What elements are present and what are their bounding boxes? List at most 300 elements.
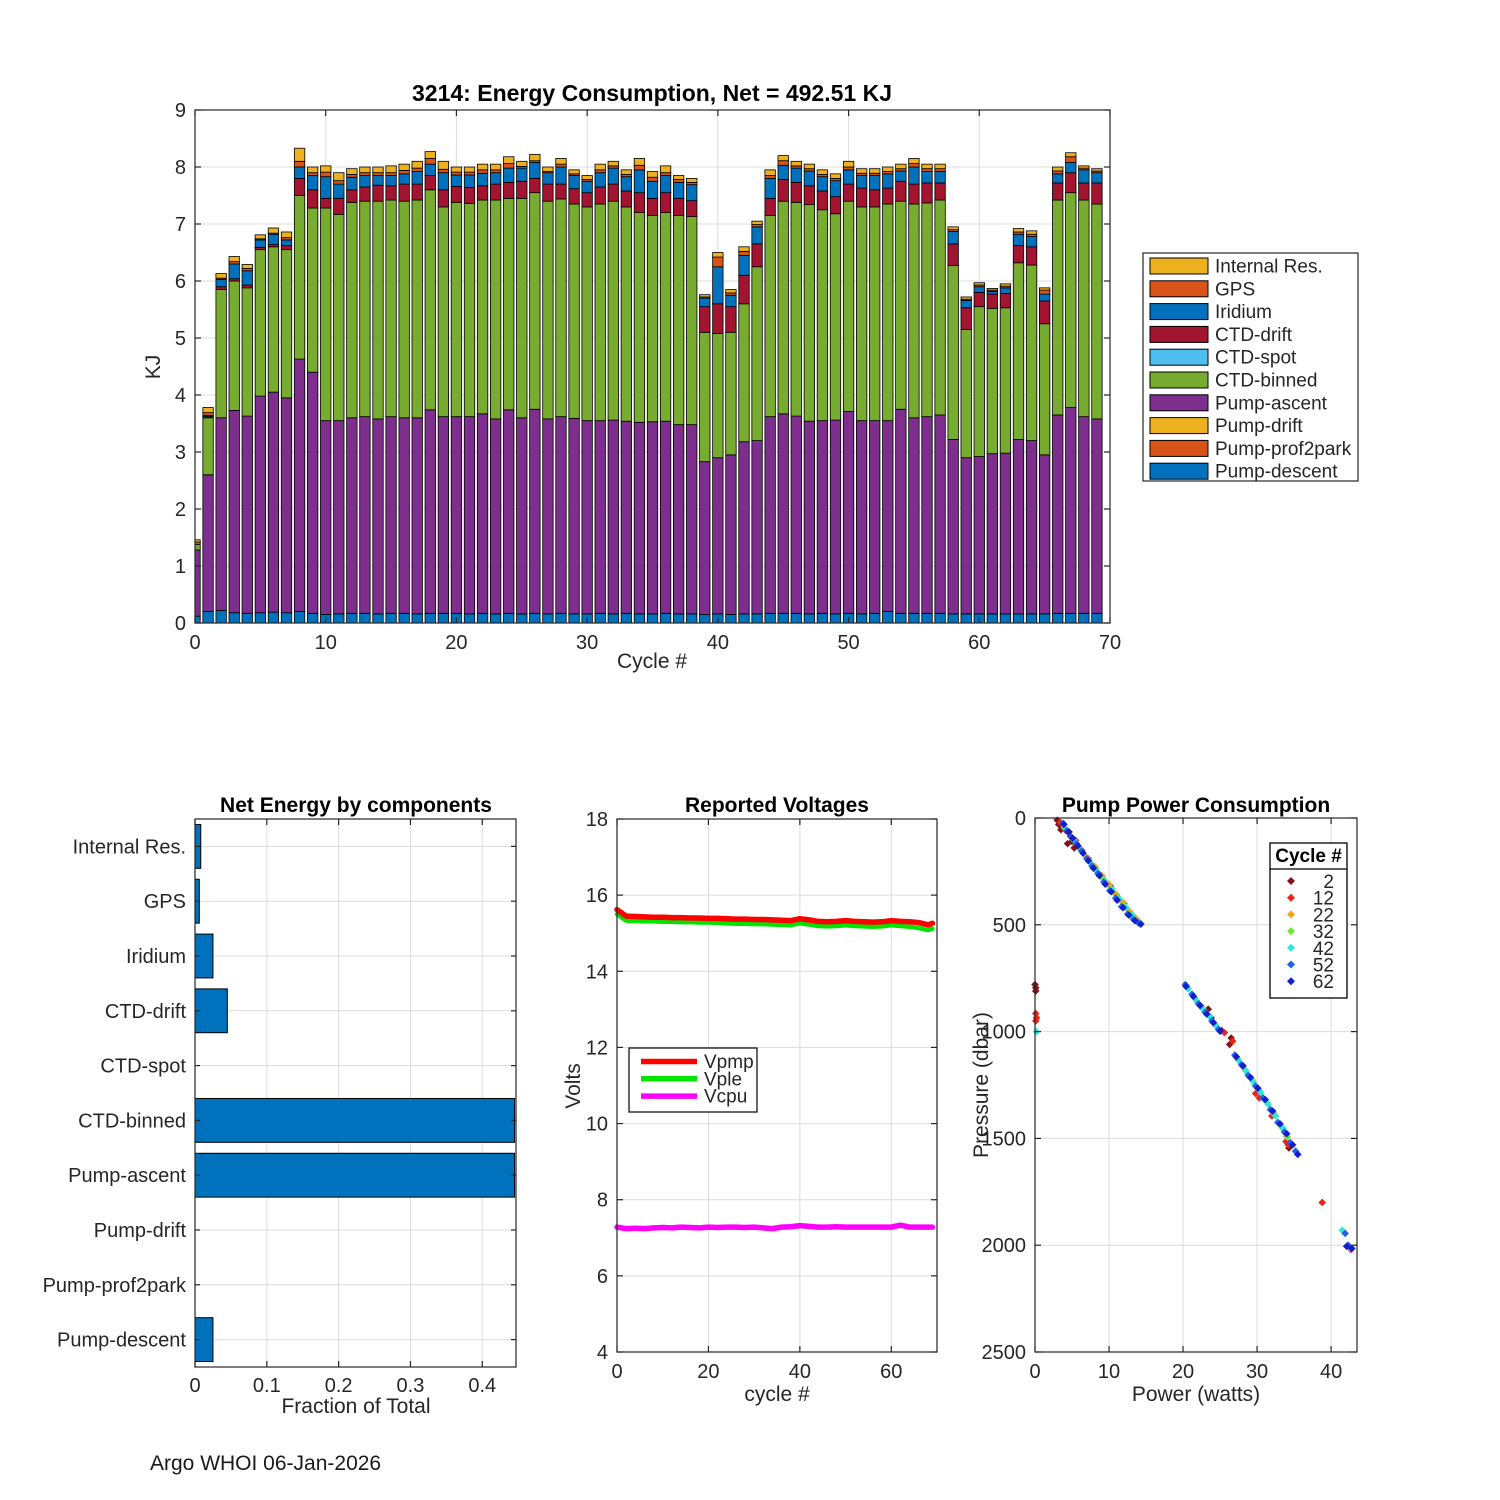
bar-seg-CTD-drift [477,186,487,200]
bar-seg-Pump-descent [935,613,945,623]
energy-bar-cycle-32 [608,161,618,623]
bar-seg-GPS [425,158,435,164]
bar-seg-Pump-descent [647,614,657,623]
energy-bar-cycle-63 [1013,229,1023,623]
energy-bar-cycle-10 [320,166,330,623]
bar-seg-CTD-binned [713,333,723,457]
bar-seg-CTD-drift [281,246,291,250]
bar-seg-CTD-binned [229,281,239,410]
bar-seg-GPS [373,173,383,176]
bar-seg-Pump-ascent [713,458,723,614]
bar-seg-Pump-descent [517,614,527,623]
bar-seg-Pump-ascent [268,392,278,612]
bar-seg-Iridium [1052,174,1062,183]
bar-seg-Internal Res. [556,158,566,164]
svg-text:Cycle #: Cycle # [1275,846,1342,867]
reported-voltages-chart [586,809,937,1383]
energy-bar-cycle-55 [909,158,919,623]
bar-seg-Pump-ascent [477,414,487,614]
bar-seg-Iridium [961,300,971,307]
bar-seg-Internal Res. [517,161,527,166]
energy-bar-cycle-27 [543,167,553,623]
energy-chart-title: 3214: Energy Consumption, Net = 492.51 KJ [412,80,892,106]
bar-seg-Internal Res. [961,297,971,299]
bar-seg-Iridium [556,167,566,184]
svg-text:40: 40 [788,1361,811,1383]
bar-seg-CTD-drift [569,189,579,204]
bar-seg-CTD-drift [608,184,618,201]
bar-seg-CTD-binned [281,250,291,398]
bar-seg-Iridium [1039,294,1049,301]
bar-seg-Pump-ascent [686,425,696,614]
bar-seg-Pump-descent [739,614,749,623]
bar-seg-GPS [634,165,644,170]
bar-seg-CTD-binned [203,418,213,475]
energy-bar-cycle-40 [713,253,723,624]
bar-seg-CTD-binned [360,201,370,416]
bar-seg-CTD-drift [883,188,893,204]
bar-seg-Iridium [373,176,383,186]
bar-seg-Pump-descent [399,613,409,623]
bar-seg-CTD-binned [530,193,540,410]
energy-bar-cycle-34 [634,158,644,623]
bar-seg-CTD-binned [1092,204,1102,419]
energy-bars [195,148,1102,623]
bar-seg-CTD-drift [830,197,840,214]
svg-text:60: 60 [880,1361,903,1383]
energy-bar-cycle-24 [503,157,513,623]
bar-seg-CTD-drift [660,193,670,213]
bar-seg-GPS [477,170,487,173]
bar-seg-Pump-ascent [399,418,409,614]
bar-seg-Iridium [660,176,670,193]
bar-seg-Pump-ascent [1000,453,1010,614]
bar-seg-CTD-binned [647,215,657,421]
bar-seg-Pump-descent [203,612,213,623]
energy-bar-cycle-49 [830,174,840,623]
bar-seg-CTD-binned [451,202,461,416]
svg-text:CTD-spot: CTD-spot [1215,347,1297,369]
bar-seg-CTD-drift [425,176,435,190]
bar-seg-CTD-binned [883,204,893,421]
bar-seg-CTD-drift [647,198,657,215]
bar-seg-Pump-descent [464,614,474,623]
svg-text:0.1: 0.1 [252,1375,281,1397]
bar-seg-Iridium [477,173,487,186]
bar-seg-Internal Res. [320,166,330,172]
bar-seg-Iridium [582,181,592,192]
pump-power-xlabel: Power (watts) [1131,1383,1261,1406]
bar-seg-Pump-descent [490,614,500,623]
energy-bar-cycle-14 [373,167,383,623]
bar-seg-GPS [1066,157,1076,163]
bar-seg-GPS [399,170,409,173]
bar-seg-CTD-binned [869,207,879,421]
bar-seg-Iridium [883,174,893,188]
bar-seg-Pump-descent [569,614,579,623]
bar-seg-Pump-descent [334,614,344,623]
bar-seg-CTD-binned [477,200,487,414]
bar-seg-Pump-ascent [595,421,605,614]
energy-bar-cycle-45 [778,156,788,623]
energy-bar-cycle-68 [1079,166,1089,623]
svg-text:CTD-drift: CTD-drift [1215,324,1293,346]
bar-seg-Pump-descent [869,613,879,623]
bar-seg-CTD-drift [503,182,513,198]
bar-seg-Pump-ascent [373,419,383,614]
energy-bar-cycle-41 [726,290,736,623]
energy-bar-cycle-61 [987,288,997,623]
bar-seg-CTD-binned [1000,308,1010,453]
svg-text:6: 6 [596,1265,608,1288]
bar-seg-Internal Res. [386,166,396,173]
bar-seg-Pump-descent [294,612,304,623]
bar-seg-Pump-ascent [517,418,527,614]
bar-seg-Internal Res. [660,166,670,173]
bar-seg-CTD-binned [517,198,527,417]
bar-seg-Pump-descent [778,613,788,623]
bar-seg-Internal Res. [765,170,775,176]
svg-text:Vcpu: Vcpu [704,1086,748,1108]
bar-seg-Iridium [778,165,788,179]
bar-seg-Internal Res. [1013,229,1023,232]
energy-bar-cycle-0 [195,540,200,623]
bar-seg-Internal Res. [726,290,736,293]
bar-seg-Pump-ascent [451,417,461,614]
legend-item-Internal Res. [1150,257,1323,278]
legend-item-Pump-prof2park [1150,439,1352,460]
energy-bar-cycle-9 [307,167,317,623]
bar-seg-CTD-binned [412,200,422,418]
bar-seg-GPS [320,172,330,177]
bar-seg-Pump-descent [543,614,553,623]
bar-seg-Pump-ascent [922,417,932,614]
bar-seg-CTD-binned [778,201,788,414]
svg-text:12: 12 [585,1037,608,1060]
bar-seg-Pump-descent [268,612,278,623]
bar-seg-CTD-binned [347,202,357,417]
svg-text:0: 0 [174,613,186,635]
bar-seg-GPS [713,257,723,267]
bar-seg-CTD-binned [909,204,919,418]
bar-seg-CTD-drift [1039,301,1049,324]
bar-seg-CTD-drift [909,184,919,204]
bar-seg-Iridium [530,162,540,178]
bar-seg-Pump-descent [438,613,448,623]
bar-seg-Internal Res. [935,164,945,169]
bar-seg-Pump-descent [307,613,317,623]
bar-seg-Internal Res. [869,169,879,174]
bar-seg-Pump-descent [804,614,814,623]
bar-seg-Pump-descent [765,613,775,623]
svg-text:GPS: GPS [143,891,186,914]
bar-seg-Iridium [229,264,239,279]
bar-seg-Pump-descent [922,613,932,623]
bar-seg-Pump-descent [1052,613,1062,623]
bar-seg-Pump-ascent [1013,439,1023,613]
bar-seg-GPS [843,167,853,170]
bar-seg-Iridium [517,168,527,181]
svg-text:10: 10 [314,632,337,654]
energy-bar-cycle-52 [869,169,879,623]
bar-seg-CTD-drift [1092,183,1102,204]
bar-seg-Internal Res. [203,408,213,413]
bar-seg-Pump-descent [1039,614,1049,623]
bar-seg-CTD-drift [726,307,736,333]
energy-bar-cycle-29 [569,170,579,623]
bar-seg-GPS [334,181,344,184]
bar-seg-Pump-ascent [582,421,592,614]
bar-seg-Iridium [909,167,919,184]
svg-text:0: 0 [1014,808,1026,830]
svg-text:Internal Res.: Internal Res. [1215,256,1323,278]
bar-seg-Pump-descent [1066,613,1076,623]
bar-seg-CTD-binned [700,332,710,461]
bar-seg-Pump-ascent [307,372,317,613]
bar-seg-Pump-ascent [935,415,945,613]
bar-seg-CTD-drift [543,184,553,201]
bar-seg-Pump-ascent [1066,408,1076,614]
bar-seg-Pump-ascent [896,409,906,613]
svg-text:42: 42 [1312,938,1334,960]
svg-text:0: 0 [189,632,201,654]
bar-seg-Internal Res. [817,170,827,175]
bar-seg-CTD-binned [843,201,853,411]
energy-bar-cycle-60 [974,283,984,623]
bar-seg-CTD-drift [817,191,827,210]
bar-seg-Pump-ascent [438,417,448,614]
bar-seg-GPS [922,169,932,172]
svg-text:Pump-ascent: Pump-ascent [1215,393,1327,415]
bar-seg-CTD-drift [673,198,683,215]
bar-seg-GPS [647,177,657,181]
svg-text:Pump-ascent: Pump-ascent [68,1165,186,1188]
bar-seg-CTD-drift [464,188,474,204]
voltages-title: Reported Voltages [685,794,869,817]
bar-seg-CTD-binned [582,207,592,421]
bar-seg-CTD-drift [922,183,932,203]
bar-seg-Internal Res. [255,235,265,239]
bar-seg-Pump-descent [229,613,239,623]
svg-text:Pump-prof2park: Pump-prof2park [42,1274,186,1297]
bar-seg-Iridium [255,240,265,247]
svg-text:70: 70 [1098,632,1122,654]
bar-seg-Iridium [765,178,775,198]
bar-seg-Iridium [647,181,657,198]
svg-text:30: 30 [1245,1361,1269,1383]
bar-seg-Pump-descent [726,614,736,623]
bar-seg-Pump-ascent [360,417,370,614]
bar-seg-CTD-binned [399,201,409,418]
bar-seg-CTD-drift [1026,247,1036,265]
energy-bar-cycle-16 [399,164,409,623]
bar-seg-Internal Res. [1000,284,1010,286]
bar-seg-Iridium [608,168,618,184]
bar-seg-Iridium [412,172,422,185]
bar-seg-Internal Res. [713,253,723,258]
bar-seg-CTD-binned [1052,200,1062,415]
svg-text:2500: 2500 [981,1342,1026,1364]
svg-text:20: 20 [697,1361,720,1383]
bar-seg-Iridium [817,177,827,191]
bar-seg-Pump-ascent [255,396,265,613]
bar-seg-Pump-ascent [752,441,762,614]
svg-text:Iridium: Iridium [125,946,186,968]
svg-text:10: 10 [1097,1361,1121,1383]
bar-seg-Iridium [268,234,278,244]
bar-seg-Iridium [242,271,252,285]
bar-seg-Pump-descent [425,613,435,623]
bar-seg-Internal Res. [608,161,618,166]
legend-item-Pump-descent [1150,462,1338,483]
bar-seg-Pump-descent [556,613,566,623]
bar-seg-CTD-binned [896,201,906,409]
bar-seg-Iridium [281,240,291,246]
bar-seg-Internal Res. [739,247,749,252]
bar-seg-Internal Res. [412,161,422,168]
energy-bar-cycle-17 [412,161,422,623]
bar-seg-CTD-binned [987,308,997,453]
bar-seg-Internal Res. [425,152,435,159]
energy-bar-cycle-2 [216,274,226,623]
bar-seg-Pump-ascent [869,421,879,614]
bar-seg-Pump-ascent [830,420,840,614]
bar-seg-CTD-binned [817,210,827,421]
svg-text:Pump-descent: Pump-descent [1215,461,1338,483]
bar-seg-CTD-drift [791,182,801,202]
bar-seg-CTD-drift [386,186,396,200]
bar-seg-Iridium [490,173,500,184]
bar-seg-Internal Res. [334,173,344,181]
bar-seg-Pump-descent [856,614,866,623]
bar-seg-Pump-descent [216,610,226,623]
energy-bar-cycle-50 [843,161,853,623]
bar-seg-CTD-drift [765,198,775,215]
bar-seg-CTD-binned [608,201,618,420]
legend-item-Pump-ascent [1150,393,1328,414]
bar-seg-CTD-drift [373,185,383,201]
energy-bar-cycle-44 [765,170,775,623]
bar-seg-Pump-ascent [412,418,422,614]
energy-bar-cycle-51 [856,169,866,623]
bar-seg-Pump-ascent [856,421,866,614]
svg-text:18: 18 [585,809,608,831]
bar-seg-Iridium [922,172,932,183]
bar-seg-CTD-binned [961,329,971,457]
svg-text:8: 8 [174,157,186,179]
bar-seg-Internal Res. [490,164,500,170]
pump-power-chart [982,808,1358,1383]
energy-bar-cycle-26 [530,154,540,623]
bar-seg-Iridium [320,177,330,199]
bar-seg-Internal Res. [987,288,997,290]
net-energy-chart [43,819,516,1397]
bar-seg-CTD-binned [752,267,762,441]
bar-seg-Pump-descent [621,613,631,623]
bar-seg-CTD-drift [1079,183,1089,200]
energy-bar-cycle-13 [360,167,370,623]
bar-seg-Internal Res. [634,158,644,165]
bar-seg-Iridium [935,172,945,183]
bar-seg-CTD-binned [935,200,945,415]
svg-text:0.4: 0.4 [468,1375,497,1397]
bar-seg-Pump-ascent [490,419,500,614]
bar-seg-Internal Res. [621,170,631,175]
svg-text:Pump-prof2park: Pump-prof2park [1215,438,1352,460]
bar-seg-Pump-descent [477,613,487,623]
volt-legend [629,1048,757,1112]
bar-seg-Internal Res. [1052,167,1062,171]
bar-seg-CTD-binned [1026,265,1036,441]
svg-text:6: 6 [174,271,186,293]
bar-seg-Pump-ascent [987,454,997,614]
bar-seg-Pump-descent [830,614,840,623]
pump-power-title: Pump Power Consumption [1061,794,1331,817]
bar-seg-CTD-drift [752,244,762,267]
svg-text:4: 4 [596,1342,608,1364]
bar-seg-Iridium [896,171,906,181]
bar-seg-GPS [660,173,670,176]
bar-seg-CTD-drift [974,292,984,306]
energy-bar-cycle-43 [752,221,762,623]
svg-text:2: 2 [174,499,186,521]
bar-seg-Internal Res. [307,167,317,173]
bar-seg-Pump-ascent [791,416,801,613]
bar-seg-CTD-binned [804,205,814,422]
bar-seg-Iridium [752,227,762,244]
bar-seg-CTD-drift [935,183,945,200]
bar-seg-CTD-drift [490,184,500,200]
bar-seg-Pump-ascent [660,421,670,613]
svg-text:1500: 1500 [981,1128,1026,1151]
energy-bar-cycle-33 [621,170,631,623]
bar-seg-Internal Res. [451,167,461,172]
energy-bar-cycle-53 [883,167,893,623]
svg-text:20: 20 [1171,1361,1195,1383]
bar-seg-CTD-binned [334,214,344,420]
svg-text:1: 1 [174,556,186,578]
pump-power-ylabel: Pressure (dbar) [970,1012,993,1158]
bar-seg-Pump-descent [360,613,370,623]
bar-seg-CTD-drift [595,187,605,204]
bar-seg-Pump-ascent [700,462,710,615]
bar-seg-Internal Res. [477,164,487,170]
bar-seg-Iridium [1092,173,1102,183]
net-bar-CTD-binned [195,1098,515,1142]
bar-seg-Internal Res. [791,161,801,166]
bar-seg-GPS [1052,171,1062,174]
energy-bar-cycle-15 [386,166,396,623]
bar-seg-CTD-binned [686,217,696,425]
bar-seg-CTD-drift [216,287,226,290]
svg-text:20: 20 [445,632,468,654]
bar-seg-Pump-ascent [1039,455,1049,614]
bar-seg-Internal Res. [856,169,866,174]
bar-seg-CTD-drift [1000,294,1010,308]
bar-seg-Internal Res. [673,176,683,180]
bar-seg-Iridium [856,176,866,189]
bar-seg-Iridium [464,175,474,188]
bar-seg-CTD-drift [360,187,370,201]
bar-seg-Internal Res. [830,174,840,179]
bar-seg-CTD-drift [713,304,723,334]
bar-seg-Pump-descent [686,614,696,623]
bar-seg-CTD-drift [948,244,958,266]
bar-seg-Internal Res. [686,178,696,182]
bar-seg-Internal Res. [399,164,409,170]
legend-item-CTD-binned [1150,371,1317,392]
bar-seg-Pump-ascent [1026,441,1036,614]
